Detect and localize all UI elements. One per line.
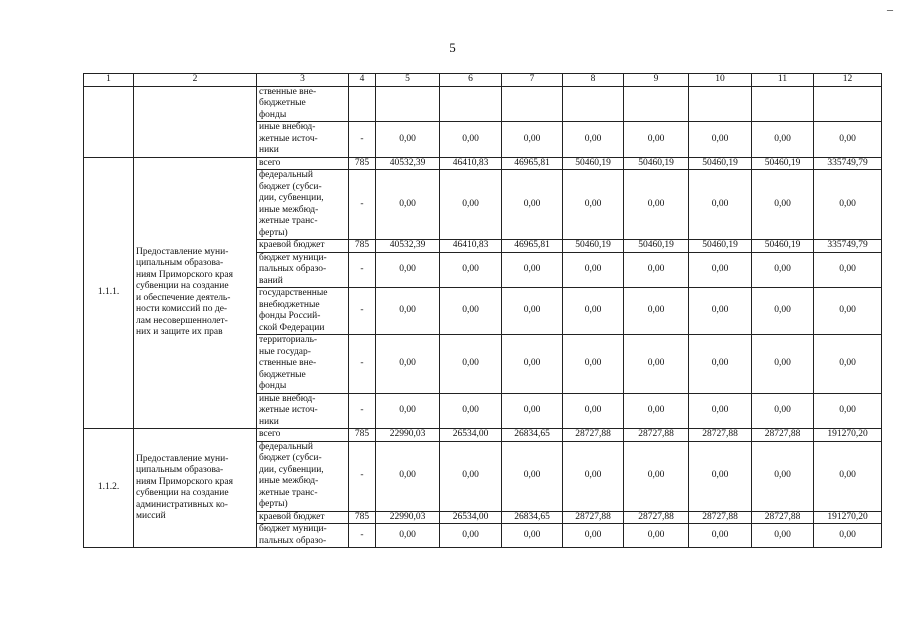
value-cell: 0,00 <box>624 288 689 335</box>
value-cell: 0,00 <box>752 252 814 288</box>
value-cell: 46410,83 <box>440 240 502 253</box>
text-line: ственные вне- <box>259 86 317 97</box>
value-cell: 0,00 <box>502 335 563 394</box>
value-cell: 0,00 <box>440 288 502 335</box>
value-cell: 28727,88 <box>689 429 752 442</box>
text-line: ской Федерации <box>259 322 325 333</box>
value-cell: 0,00 <box>752 288 814 335</box>
value-cell: 0,00 <box>502 441 563 511</box>
value-cell: 0,00 <box>440 335 502 394</box>
value-cell: 28727,88 <box>752 511 814 524</box>
value-cell <box>752 86 814 122</box>
text-line: бюджетные <box>259 369 306 380</box>
header-cell-2: 2 <box>134 74 257 87</box>
value-cell: 0,00 <box>814 252 882 288</box>
value-cell: 0,00 <box>563 122 624 158</box>
value-cell: 0,00 <box>814 170 882 240</box>
text-line: иные внебюд- <box>259 393 316 404</box>
text-line: Предоставление муни- <box>136 453 229 464</box>
activity-number: 1.1.1. <box>84 157 134 429</box>
value-cell: 0,00 <box>624 393 689 429</box>
text-line: дии, субвенции, <box>259 464 324 475</box>
code-cell: - <box>349 170 376 240</box>
value-cell: 28727,88 <box>624 429 689 442</box>
text-line: ники <box>259 145 279 155</box>
text-line: Предоставление муни- <box>136 246 229 257</box>
text-line: фонды <box>259 381 287 391</box>
value-cell: 0,00 <box>376 288 440 335</box>
value-cell: 0,00 <box>563 524 624 548</box>
text-line: субвенции на создание <box>136 281 229 292</box>
header-cell-10: 10 <box>689 74 752 87</box>
header-cell-4: 4 <box>349 74 376 87</box>
value-cell: 0,00 <box>689 170 752 240</box>
code-cell: 785 <box>349 240 376 253</box>
value-cell: 0,00 <box>376 252 440 288</box>
value-cell: 50460,19 <box>752 240 814 253</box>
text-line: иные межбюд- <box>259 204 319 215</box>
value-cell: 0,00 <box>563 288 624 335</box>
table-row <box>84 86 882 122</box>
value-cell: 0,00 <box>376 393 440 429</box>
header-cell-9: 9 <box>624 74 689 87</box>
value-cell <box>502 86 563 122</box>
value-cell: 26834,65 <box>502 511 563 524</box>
value-cell: 28727,88 <box>689 511 752 524</box>
value-cell: 50460,19 <box>624 157 689 170</box>
value-cell: 0,00 <box>440 393 502 429</box>
header-cell-11: 11 <box>752 74 814 87</box>
value-cell: 0,00 <box>689 252 752 288</box>
value-cell: 0,00 <box>689 393 752 429</box>
funding-source-cell <box>257 288 349 335</box>
value-cell: 0,00 <box>563 393 624 429</box>
text-line: ферты) <box>259 227 288 238</box>
value-cell: 0,00 <box>440 122 502 158</box>
value-cell: 0,00 <box>624 122 689 158</box>
value-cell: 0,00 <box>563 441 624 511</box>
text-line: ферты) <box>259 499 288 509</box>
text-line: пальных образо- <box>259 264 327 274</box>
text-line: краевой бюджет <box>259 511 325 522</box>
text-line: жетные транс- <box>259 216 318 226</box>
text-line: них и защите их прав <box>136 327 223 338</box>
value-cell: 0,00 <box>376 122 440 158</box>
text-line: иные межбюд- <box>259 476 319 486</box>
activity-name <box>134 157 257 429</box>
value-cell: 0,00 <box>440 170 502 240</box>
continued-name-cell <box>134 86 257 157</box>
value-cell: 0,00 <box>624 252 689 288</box>
header-cell-3: 3 <box>257 74 349 87</box>
text-line: всего <box>259 429 281 439</box>
value-cell: 26834,65 <box>502 429 563 442</box>
value-cell: 40532,39 <box>376 157 440 170</box>
value-cell: 0,00 <box>689 288 752 335</box>
value-cell: 26534,00 <box>440 429 502 442</box>
value-cell <box>624 86 689 122</box>
value-cell: 335749,79 <box>814 157 882 170</box>
funding-source-cell <box>257 86 349 122</box>
text-line: бюджет (субси- <box>259 181 322 192</box>
code-cell: - <box>349 288 376 335</box>
value-cell: 50460,19 <box>689 240 752 253</box>
code-cell: - <box>349 252 376 288</box>
value-cell <box>689 86 752 122</box>
text-line: ваний <box>259 275 283 286</box>
text-line: ные государ- <box>259 346 311 357</box>
value-cell: 0,00 <box>563 252 624 288</box>
text-line: лам несовершеннолет- <box>136 315 228 326</box>
text-line: административных ко- <box>136 499 228 510</box>
value-cell: 0,00 <box>563 335 624 394</box>
code-cell: - <box>349 335 376 394</box>
value-cell: 0,00 <box>624 170 689 240</box>
funding-source-cell <box>257 252 349 288</box>
funding-source-cell <box>257 429 349 442</box>
value-cell: 0,00 <box>689 441 752 511</box>
value-cell <box>814 86 882 122</box>
value-cell: 191270,20 <box>814 511 882 524</box>
value-cell: 50460,19 <box>624 240 689 253</box>
value-cell: 0,00 <box>563 170 624 240</box>
value-cell: 0,00 <box>502 122 563 158</box>
text-line: всего <box>259 157 281 168</box>
value-cell: 0,00 <box>624 524 689 548</box>
code-cell: - <box>349 393 376 429</box>
value-cell: 0,00 <box>814 335 882 394</box>
value-cell: 0,00 <box>624 441 689 511</box>
header-cell-5: 5 <box>376 74 440 87</box>
text-line: ники <box>259 416 279 427</box>
value-cell: 0,00 <box>502 170 563 240</box>
funding-source-cell <box>257 441 349 511</box>
code-cell: - <box>349 441 376 511</box>
funding-source-cell <box>257 524 349 548</box>
value-cell: 0,00 <box>752 122 814 158</box>
code-cell <box>349 86 376 122</box>
value-cell: 50460,19 <box>689 157 752 170</box>
value-cell <box>563 86 624 122</box>
text-line: ности комиссий по де- <box>136 304 228 315</box>
funding-source-cell <box>257 511 349 524</box>
value-cell <box>440 86 502 122</box>
funding-source-cell <box>257 157 349 170</box>
value-cell: 26534,00 <box>440 511 502 524</box>
value-cell: 50460,19 <box>752 157 814 170</box>
text-line: дии, субвенции, <box>259 193 324 203</box>
header-cell-12: 12 <box>814 74 882 87</box>
budget-table <box>83 73 882 548</box>
value-cell: 0,00 <box>752 335 814 394</box>
text-line: бюджет муници- <box>259 252 327 263</box>
value-cell: 22990,03 <box>376 511 440 524</box>
value-cell: 28727,88 <box>563 429 624 442</box>
text-line: бюджетные <box>259 98 306 108</box>
text-line: ниям Приморского края <box>136 476 233 487</box>
funding-source-cell <box>257 170 349 240</box>
value-cell: 28727,88 <box>752 429 814 442</box>
text-line: жетные источ- <box>259 133 318 144</box>
code-cell: 785 <box>349 157 376 170</box>
table-row <box>84 429 882 442</box>
value-cell: 0,00 <box>376 524 440 548</box>
text-line: краевой бюджет <box>259 240 325 250</box>
header-cell-8: 8 <box>563 74 624 87</box>
value-cell: 40532,39 <box>376 240 440 253</box>
value-cell: 0,00 <box>689 122 752 158</box>
text-line: жетные транс- <box>259 487 318 498</box>
value-cell: 0,00 <box>624 335 689 394</box>
text-line: пальных образо- <box>259 535 327 546</box>
value-cell: 0,00 <box>814 524 882 548</box>
header-cell-6: 6 <box>440 74 502 87</box>
value-cell: 0,00 <box>814 288 882 335</box>
funding-source-cell <box>257 122 349 158</box>
code-cell: - <box>349 524 376 548</box>
value-cell: 0,00 <box>752 441 814 511</box>
code-cell: 785 <box>349 429 376 442</box>
text-line: ципальным образова- <box>136 258 224 269</box>
value-cell: 0,00 <box>814 393 882 429</box>
page-number: 5 <box>449 40 456 55</box>
value-cell: 0,00 <box>752 524 814 548</box>
value-cell: 28727,88 <box>563 511 624 524</box>
value-cell: 0,00 <box>689 524 752 548</box>
corner-mark: – <box>887 2 893 16</box>
value-cell: 0,00 <box>502 288 563 335</box>
value-cell: 50460,19 <box>563 157 624 170</box>
activity-name <box>134 429 257 548</box>
value-cell: 0,00 <box>440 252 502 288</box>
value-cell: 50460,19 <box>563 240 624 253</box>
text-line: жетные источ- <box>259 405 318 415</box>
value-cell: 0,00 <box>814 122 882 158</box>
header-cell-7: 7 <box>502 74 563 87</box>
value-cell <box>376 86 440 122</box>
text-line: миссий <box>136 511 166 521</box>
continued-number-cell <box>84 86 134 157</box>
text-line: внебюджетные <box>259 299 320 310</box>
table-row <box>84 157 882 170</box>
value-cell: 0,00 <box>440 524 502 548</box>
text-line: бюджет муници- <box>259 524 327 534</box>
text-line: субвенции на создание <box>136 488 229 498</box>
value-cell: 191270,20 <box>814 429 882 442</box>
text-line: фонды Россий- <box>259 311 321 321</box>
value-cell: 22990,03 <box>376 429 440 442</box>
text-line: федеральный <box>259 441 313 452</box>
value-cell: 28727,88 <box>624 511 689 524</box>
value-cell: 0,00 <box>502 393 563 429</box>
code-cell: 785 <box>349 511 376 524</box>
text-line: бюджет (субси- <box>259 453 322 463</box>
value-cell: 0,00 <box>440 441 502 511</box>
value-cell: 0,00 <box>752 393 814 429</box>
text-line: и обеспечение деятель- <box>136 292 231 303</box>
code-cell: - <box>349 122 376 158</box>
value-cell: 0,00 <box>689 335 752 394</box>
text-line: федеральный <box>259 170 313 180</box>
value-cell: 46410,83 <box>440 157 502 170</box>
text-line: государственные <box>259 288 328 298</box>
funding-source-cell <box>257 335 349 394</box>
value-cell: 46965,81 <box>502 157 563 170</box>
value-cell: 335749,79 <box>814 240 882 253</box>
text-line: территориаль- <box>259 335 318 345</box>
value-cell: 0,00 <box>752 170 814 240</box>
text-line: ципальным образова- <box>136 465 224 475</box>
text-line: ственные вне- <box>259 358 317 368</box>
text-line: ниям Приморского края <box>136 269 233 280</box>
funding-source-cell <box>257 393 349 429</box>
value-cell: 46965,81 <box>502 240 563 253</box>
value-cell: 0,00 <box>502 252 563 288</box>
text-line: фонды <box>259 109 287 120</box>
header-row <box>84 74 882 87</box>
activity-number: 1.1.2. <box>84 429 134 548</box>
header-cell-1: 1 <box>84 74 134 87</box>
value-cell: 0,00 <box>376 170 440 240</box>
value-cell: 0,00 <box>376 441 440 511</box>
value-cell: 0,00 <box>502 524 563 548</box>
funding-source-cell <box>257 240 349 253</box>
value-cell: 0,00 <box>376 335 440 394</box>
text-line: иные внебюд- <box>259 122 316 132</box>
value-cell: 0,00 <box>814 441 882 511</box>
